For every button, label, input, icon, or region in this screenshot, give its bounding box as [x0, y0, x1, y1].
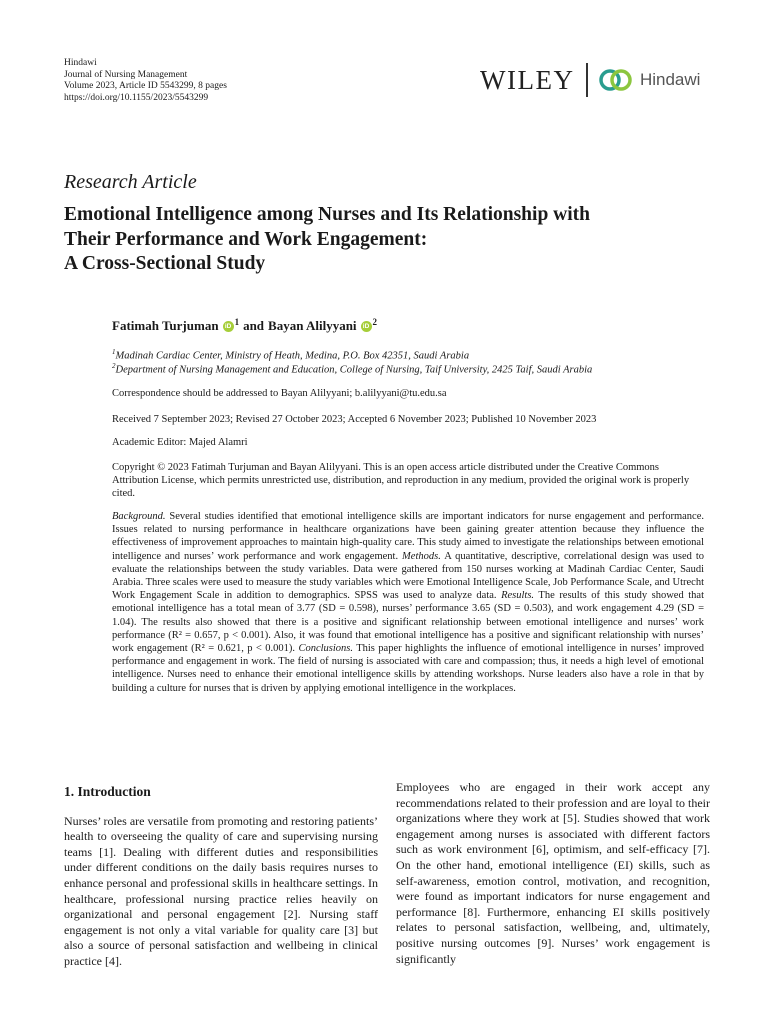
title-line: Their Performance and Work Engagement: [64, 228, 428, 250]
academic-editor: Academic Editor: Majed Alamri [112, 437, 248, 448]
affiliation [112, 348, 469, 362]
author-conjunction: and [243, 318, 265, 333]
abstract-conclusions: This paper highlights the influence of emotional intelligence in nurses’ improved performance and engagement in work. The field of nursing is associated with care and compassion; thus, it needs a high level of emotional intelligence. Nurses need to enhance their emotional intelligence skills by attending workshops. Nurse leaders also have a role in that by building a culture for nurses that is driven by applying emotional intelligence in the workplaces. [112, 643, 705, 694]
abstract-methods: A quantitative, descriptive, correlational design was used to evaluate the relationships between the study variables. Data were gathered from 150 nurses working at Madinah Cardiac Center, Saudi Arabia. Three scales were used to measure the study variables which were Emotional Intelligence Scale, Job Performance Scale, and Utrecht Work Engagement Scale in addition to demographics. SPSS was used to analyze data. [112, 550, 704, 602]
journal-info [64, 58, 227, 104]
abstract-label-methods: Methods. [402, 550, 441, 562]
correspondence: Correspondence should be addressed to Bayan Alilyyani; b.alilyyani@tu.edu.sa [112, 388, 447, 399]
affiliation-marker: 2 [372, 317, 378, 327]
orcid-icon[interactable]: iD [361, 321, 372, 332]
title-line: Emotional Intelligence among Nurses and Its Relationship with [64, 204, 591, 225]
body-column-left [64, 780, 378, 970]
affiliation [112, 362, 592, 376]
author-name[interactable]: Bayan Alilyyani [268, 318, 357, 333]
abstract-results: The results of this study showed that emotional intelligence has a total mean of 3.77 (SD = 0.598), nurses’ performance 3.65 (SD = 0.503), and work engagement 4.29 (SD = 1.04). The results also showed that there is a positive and significant relationship between emotional intelligence and nurses’ work performance (R² = 0.657, p < 0.001). Also, it was found that emotional intelligence has a positive and significant relationship with nurses’ work engagement (R² = 0.621, p < 0.001). [112, 590, 705, 655]
article-title [64, 203, 714, 277]
affiliation-text: Madinah Cardiac Center, Ministry of Heath, Medina, P.O. Box 42351, Saudi Arabia [115, 350, 470, 362]
article-type: Research Article [64, 171, 197, 193]
orcid-icon[interactable]: iD [223, 321, 234, 332]
abstract-background: Several studies identified that emotional intelligence skills are important indicators for nurse engagement and performance. Issues related to nursing performance in healthcare organizations have been gaining greater attention because they influence the effectiveness of improvement approaches to maintain high-quality care. This study aimed to investigate the relationships between emotional intelligence and nurses’ work performance and work engagement. [112, 511, 704, 562]
logo-divider [586, 63, 588, 97]
volume-info: Volume 2023, Article ID 5543299, 8 pages [64, 81, 227, 91]
copyright-notice: Copyright © 2023 Fatimah Turjuman and Bayan Alilyyani. This is an open access article distributed under the Creative Commons Attribution License, which permits unrestricted use, distribution, and reproduction in any medium, provided the original work is properly cited. [112, 462, 690, 499]
journal-name: Journal of Nursing Management [64, 69, 188, 80]
publication-dates: Received 7 September 2023; Revised 27 October 2023; Accepted 6 November 2023; Published 10 November 2023 [112, 414, 597, 425]
hindawi-wordmark: Hindawi [639, 70, 701, 89]
affiliation-number: 1 [112, 348, 116, 356]
intro-paragraph: Employees who are engaged in their work accept any recommendations related to their profession and are loyal to their organizations where they work at [5]. Studies showed that work engagement among nurses is associated with different factors such as work environment [6], optimism, and self-efficacy [7]. On the other hand, emotional intelligence (EI) skills, such as self-awareness, emotion control, motivation, and recognition, were found as important indicators for nurse engagement and performance [8]. Furthermore, enhancing EI skills positively relates to personal satisfaction, wellbeing, and, ultimately, positive nursing outcomes [9]. Nurses’ work engagement is significantly [396, 780, 710, 966]
abstract-label-background: Background. [112, 511, 166, 522]
title-line: A Cross-Sectional Study [64, 253, 266, 274]
affiliation-marker: 1 [234, 317, 240, 327]
author-name[interactable]: Fatimah Turjuman [112, 318, 219, 333]
hindawi-rings-icon [598, 68, 634, 92]
hindawi-logo [598, 68, 700, 92]
abstract-label-results: Results. [501, 590, 535, 602]
doi-link[interactable]: https://doi.org/10.1155/2023/5543299 [64, 92, 209, 103]
intro-paragraph: Nurses’ roles are versatile from promoting and restoring patients’ health to overseeing the quality of care and supervising nursing teams [1]. Dealing with different duties and responsibilities under different conditions on the daily basis requires nurses to enhance personal and professional skills in healthcare settings. In healthcare, professional nursing practice relies heavily on organizational and personal engagement [2]. Nursing staff engagement is not only a vital variable for quality care [3] but also a source of personal satisfaction and wellbeing in clinical practice [4]. [64, 813, 378, 968]
abstract-label-conclusions: Conclusions. [298, 643, 353, 655]
abstract [112, 510, 704, 695]
publisher-line: Hindawi [64, 58, 97, 68]
wiley-logo: WILEY [480, 64, 575, 95]
publisher-logos [480, 62, 700, 98]
affiliation-number: 2 [112, 362, 116, 370]
author-list [112, 318, 377, 334]
body-column-right [396, 780, 710, 967]
affiliation-text: Department of Nursing Management and Education, College of Nursing, Taif University, 2425 Taif, Saudi Arabia [115, 364, 593, 376]
section-heading: 1. Introduction [64, 784, 151, 799]
